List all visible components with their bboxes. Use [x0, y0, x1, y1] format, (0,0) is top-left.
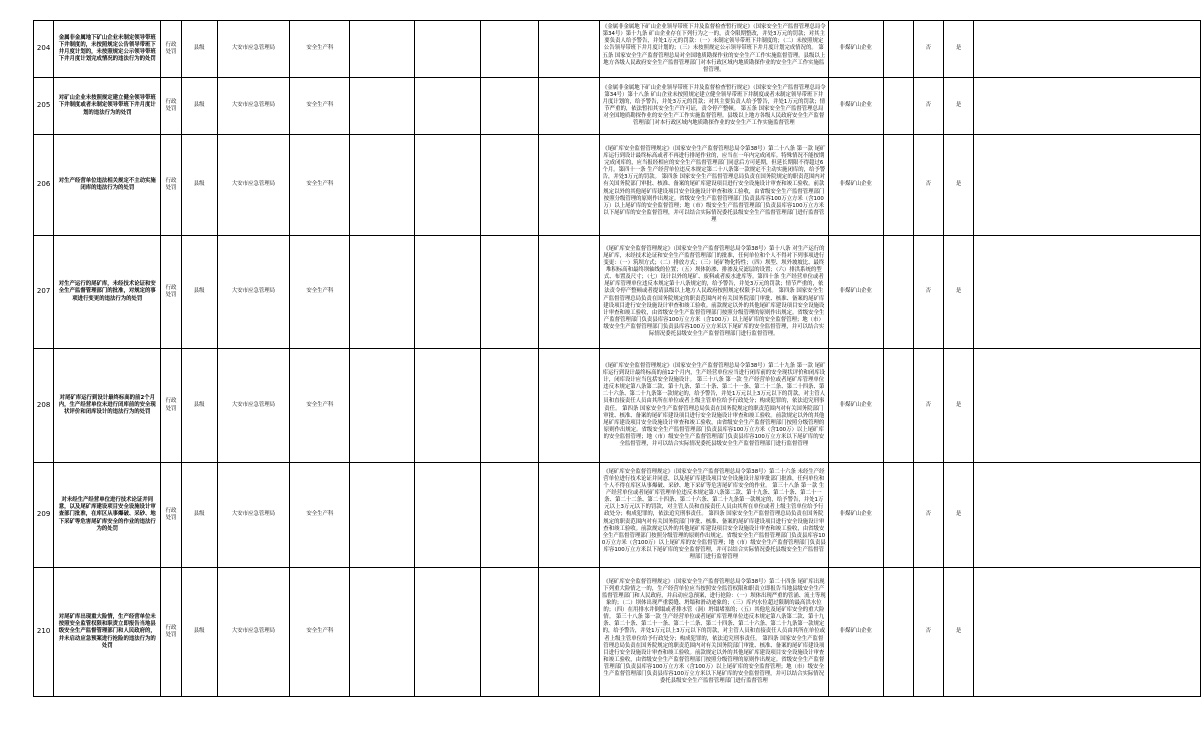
- flag-one: 否: [913, 236, 944, 349]
- table-row: [34, 78, 1201, 135]
- table-row: [34, 463, 1201, 568]
- section: 安全生产科: [290, 236, 350, 349]
- flag-two: 是: [944, 463, 974, 568]
- flag-one: 否: [913, 349, 944, 463]
- blank-cell: [974, 463, 1201, 568]
- department: 大安市应急管理局: [217, 463, 290, 568]
- legal-basis: 《尾矿库安全监督管理规定》（国家安全生产监督管理总局令第38号）第二十九条 第一款 尾矿库运行到设计最终标高的前12个月内，生产经营单位应当进行闭库前的安全现状评价和闭库设计，闭库设计应当包括安全设施设计。 第三十八条 第一款 生产经营单位或者尾矿库管理单位违反本规定第八条第二款、第十九条、第二十条、第二十一条、第二十二条、第二十四条、第二十六条、第二十九条第一款规定的，给予警告，并处1万元以上3万元以下的罚款，对主管人员和直接责任人员由其所在单位或者上级主管单位给予行政处分；构成犯罪的，依法追究刑事责任。 第四条 国家安全生产监督管理总局负责在国务院规定的职责范围内对有关国务院部门审批、核准、备案的尾矿库建设项目进行安全设施设计审查和竣工验收。前款规定以外的其他尾矿库建设项目安全设施设计审查和竣工验收，由省级安全生产监督管理部门按照分级管理的原则作出规定。省级安全生产监督管理部门负责县库容100万立方米（含100万）以上尾矿库的安全监督管理；地（市）级安全生产监督管理部门负责县库容100万立方米以下尾矿库的安全监督管理，并可以结合实际情况委托县级安全生产监督管理部门进行监督管理: [599, 349, 828, 463]
- blank-cell: [480, 568, 538, 697]
- blank-cell: [883, 78, 913, 135]
- table-body: [34, 21, 1201, 697]
- subject: 非煤矿山企业: [828, 568, 883, 697]
- item-name: 对尾矿库出现重大险情，生产经营单位未按照安全监管权限和职责立即报告当地县级安全生产监督管理部门和人民政府的，并未启动应急预案进行抢险的违法行为的处罚: [54, 568, 161, 697]
- item-name: 对未经生产经营单位进行技术论证并同意，以及尾矿库建设项目安全设施设计审查部门批准，在库区从事爆破、采砂、地下采矿等危害尾矿库安全的作业的违法行为的处罚: [54, 463, 161, 568]
- blank-cell: [974, 568, 1201, 697]
- legal-basis: 《金属非金属地下矿山企业领导带班下井及监督检查暂行规定》（国家安全生产监督管理总局令第34号）第十九条 矿山企业存在下列行为之一的，责令限期整改，并处3万元的罚款；对其主要负责人给予警告，并处1万元的罚款：（一）未制定领导带班下井制度的；（二）未按照规定公告领导带班下井月度计划的；（三）未按照规定公示领导带班下井月度计划完成情况的。 第五条 国家安全生产监督管理总局对全国地质勘探作业的安全生产工作实施监督管理。县级以上地方各级人民政府安全生产监督管理部门对本行政区域内地质勘探作业的安全生产工作实施监督管理。: [599, 21, 828, 78]
- blank-cell: [883, 463, 913, 568]
- blank-cell: [480, 349, 538, 463]
- item-name: 对生产经营单位违法相关规定不主动实施闭库的违法行为的处罚: [54, 135, 161, 236]
- blank-cell: [415, 21, 480, 78]
- blank-cell: [415, 568, 480, 697]
- table-row: [34, 135, 1201, 236]
- blank-cell: [538, 463, 599, 568]
- exercise-level: 县级: [181, 21, 217, 78]
- row-number: 209: [34, 463, 54, 568]
- row-number: 210: [34, 568, 54, 697]
- exercise-level: 县级: [181, 463, 217, 568]
- item-name: 对矿山企业未按照规定建立健全领导带班下井制度或者未制定领导带班下井月度计划的违法行为的处罚: [54, 78, 161, 135]
- exercise-level: 县级: [181, 568, 217, 697]
- flag-one: 否: [913, 568, 944, 697]
- department: 大安市应急管理局: [217, 236, 290, 349]
- exercise-level: 县级: [181, 135, 217, 236]
- blank-cell: [350, 135, 415, 236]
- flag-one: 否: [913, 135, 944, 236]
- blank-cell: [350, 463, 415, 568]
- item-type: 行政处罚: [161, 135, 181, 236]
- exercise-level: 县级: [181, 78, 217, 135]
- subject: 非煤矿山企业: [828, 21, 883, 78]
- blank-cell: [883, 568, 913, 697]
- department: 大安市应急管理局: [217, 568, 290, 697]
- flag-two: 是: [944, 568, 974, 697]
- table-row: [34, 21, 1201, 78]
- department: 大安市应急管理局: [217, 78, 290, 135]
- subject: 非煤矿山企业: [828, 236, 883, 349]
- blank-cell: [415, 135, 480, 236]
- item-type: 行政处罚: [161, 568, 181, 697]
- section: 安全生产科: [290, 21, 350, 78]
- blank-cell: [415, 78, 480, 135]
- blank-cell: [974, 78, 1201, 135]
- flag-one: 否: [913, 21, 944, 78]
- row-number: 206: [34, 135, 54, 236]
- table-row: [34, 349, 1201, 463]
- flag-two: 是: [944, 21, 974, 78]
- blank-cell: [883, 135, 913, 236]
- blank-cell: [350, 568, 415, 697]
- row-number: 205: [34, 78, 54, 135]
- blank-cell: [350, 349, 415, 463]
- blank-cell: [538, 78, 599, 135]
- blank-cell: [350, 236, 415, 349]
- legal-basis: 《尾矿库安全监督管理规定》（国家安全生产监督管理总局令第38号）第二十六条 未经生产经营单位进行技术论证并同意，以及尾矿库建设项目安全设施设计原审批部门批准，任何单位和个人不得在库区从事爆破、采砂、地下采矿等危害尾矿库安全的作业。 第三十八条 第一款 生产经营单位或者尾矿库管理单位违反本规定第八条第二款、第十九条、第二十条、第二十一条、第二十二条、第二十四条、第二十六条、第二十九条第一款规定的，给予警告，并处1万元以上3万元以下的罚款，对主管人员和直接责任人员由其所在单位或者上级主管单位给予行政处分；构成犯罪的，依法追究刑事责任。 第四条 国家安全生产监督管理总局负责在国务院规定的职责范围内对有关国务院部门审批、核准、备案的尾矿库建设项目进行安全设施设计审查和竣工验收。前款规定以外的其他尾矿库建设项目安全设施设计审查和竣工验收，由省级安全生产监督管理部门按照分级管理的原则作出规定。省级安全生产监督管理部门负责县库容100万立方米（含100万）以上尾矿库的安全监督管理；地（市）级安全生产监督管理部门负责县库容100万立方米以下尾矿库的安全监督管理，并可以结合实际情况委托县级安全生产监督管理部门进行监督管理: [599, 463, 828, 568]
- blank-cell: [350, 78, 415, 135]
- blank-cell: [538, 21, 599, 78]
- legal-basis: 《金属非金属地下矿山企业领导带班下井及监督检查暂行规定》（国家安全生产监督管理总局令第34号）第十八条 矿山企业未按照规定建立健全领导带班下井制度或者未制定领导带班下井月度计划的，给予警告，并处3万元的罚款；对其主要负责人给予警告，并处1万元的罚款；情节严重的，依法暂扣其安全生产许可证，责令停产整顿。 第五条 国家安全生产监督管理总局对全国地质勘探作业的安全生产工作实施监督管理。县级以上地方各级人民政府安全生产监督管理部门对本行政区域内地质勘探作业的安全生产工作实施监督管理: [599, 78, 828, 135]
- item-name: 对尾矿库运行到设计最终标高的前2个月内，生产经营单位未进行闭库前的安全现状评价和闭库设计的违法行为的处罚: [54, 349, 161, 463]
- row-number: 204: [34, 21, 54, 78]
- department: 大安市应急管理局: [217, 349, 290, 463]
- legal-basis: 《尾矿库安全监督管理规定》（国家安全生产监督管理总局令第38号）第十八条 对生产运行的尾矿库，未经技术论证和安全生产监督管理部门的批准，任何单位和个人不得对下列事项进行变更：（一）筑坝方式；（二）排放方式；（三）尾矿物化特性；（四）坝型、坝外坡坡比、最终堆积标高和最终坝轴线的位置；（五）坝体防渗、排渗及反滤层的设置；（六）排洪系统的型式、布置及尺寸；（七）设计以外的尾矿、废料或者废水进库等。第四十条 生产经营单位或者尾矿库管理单位违反本规定第十八条规定的，给予警告，并处3万元的罚款；情节严重的，依法责令停产整顿或者提请县级以上地方人民政府按照规定权限予以关闭。 第四条 国家安全生产监督管理总局负责在国务院规定的职责范围内对有关国务院部门审批、核准、备案的尾矿库建设项目进行安全设施设计审查和竣工验收。前款规定以外的其他尾矿库建设项目安全设施设计审查和竣工验收，由省级安全生产监督管理部门按照分级管理的原则作出规定。省级安全生产监督管理部门负责县库容100万立方米（含100万）以上尾矿库的安全监督管理；地（市）级安全生产监督管理部门负责县库容100万立方米以下尾矿库的安全监督管理，并可以结合实际情况委托县级安全生产监督管理部门进行监督管理。: [599, 236, 828, 349]
- blank-cell: [538, 236, 599, 349]
- blank-cell: [883, 349, 913, 463]
- table-row: [34, 568, 1201, 697]
- blank-cell: [883, 236, 913, 349]
- blank-cell: [415, 463, 480, 568]
- subject: 非煤矿山企业: [828, 349, 883, 463]
- blank-cell: [974, 21, 1201, 78]
- legal-basis: 《尾矿库安全监督管理规定》（国家安全生产监督管理总局令第38号）第二十八条 第一款 尾矿库运行到设计最终标高或者不再进行排尾作业的，应当在一年内完成闭库。特殊情况不能按期完成闭库的，应当报经相应的安全生产监督管理部门同意后方可延期，但延长期限不得超过6个月。第四十一条 生产经营单位违反本规定第二十八条第一款规定不主动实施闭库的，给予警告，并处3万元的罚款。 第四条 国家安全生产监督管理总局负责在国务院规定的职责范围内对有关国务院部门审批、核准、备案的尾矿库建设项目进行安全设施设计审查和竣工验收。前款规定以外的其他尾矿库建设项目安全设施设计审查和竣工验收，由省级安全生产监督管理部门按照分级管理的原则作出规定。省级安全生产监督管理部门负责县库容100万立方米（含100万）以上尾矿库的安全监督管理；地（市）级安全生产监督管理部门负责县库容100万立方米以下尾矿库的安全监督管理，并可以结合实际情况委托县级安全生产监督管理部门进行监督管理: [599, 135, 828, 236]
- legal-basis: 《尾矿库安全监督管理规定》（国家安全生产监督管理总局令第38号）第二十四条 尾矿库出现下列重大险情之一的，生产经营单位应当按照安全监管权限和职责立即报告当地县级安全生产监督管理部门和人民政府，并启动应急预案，进行抢险：（一）坝体出现严重的管涌、流土等现象的；（二）坝体出现严重裂缝、坍塌和滑动迹象的；（三）库内水位超过限制的最高洪水位的；（四）在用排水井倒塌或者排水管（洞）坍塌堵塞的；（五）其他危及尾矿库安全的重大险情。 第三十八条 第一款 生产经营单位或者尾矿库管理单位违反本规定第八条第二款、第十九条、第二十条、第二十一条、第二十二条、第二十四条、第二十六条、第二十九条第一款规定的，给予警告，并处1万元以上3万元以下的罚款，对主管人员和直接责任人员由其所在单位或者上级主管单位给予行政处分；构成犯罪的，依法追究刑事责任。 第四条 国家安全生产监督管理总局负责在国务院规定的职责范围内对有关国务院部门审批、核准、备案的尾矿库建设项目进行安全设施设计审查和竣工验收。前款规定以外的其他尾矿库建设项目安全设施设计审查和竣工验收，由省级安全生产监督管理部门按照分级管理的原则作出规定。省级安全生产监督管理部门负责县库容100万立方米（含100万）以上尾矿库的安全监督管理；地（市）级安全生产监督管理部门负责县库容100万立方米以下尾矿库的安全监督管理，并可以结合实际情况委托县级安全生产监督管理部门进行监督管理: [599, 568, 828, 697]
- blank-cell: [480, 135, 538, 236]
- blank-cell: [480, 236, 538, 349]
- section: 安全生产科: [290, 568, 350, 697]
- item-name: 金属非金属地下矿山企业未制定领导带班下井制度的，未按照规定公告领导带班下井月度计划的，未按照规定公示领导带班下井月度计划完成情况的违法行为的处罚: [54, 21, 161, 78]
- blank-cell: [883, 21, 913, 78]
- row-number: 207: [34, 236, 54, 349]
- department: 大安市应急管理局: [217, 135, 290, 236]
- item-name: 对生产运行的尾矿库，未经技术论证和安全生产监督管理部门的批准，对规定的事项进行变更的违法行为的处罚: [54, 236, 161, 349]
- subject: 非煤矿山企业: [828, 463, 883, 568]
- item-type: 行政处罚: [161, 21, 181, 78]
- blank-cell: [974, 349, 1201, 463]
- item-type: 行政处罚: [161, 349, 181, 463]
- flag-one: 否: [913, 463, 944, 568]
- blank-cell: [538, 568, 599, 697]
- item-type: 行政处罚: [161, 463, 181, 568]
- exercise-level: 县级: [181, 349, 217, 463]
- blank-cell: [538, 349, 599, 463]
- table-row: [34, 236, 1201, 349]
- blank-cell: [480, 463, 538, 568]
- flag-one: 否: [913, 78, 944, 135]
- department: 大安市应急管理局: [217, 21, 290, 78]
- blank-cell: [974, 236, 1201, 349]
- blank-cell: [350, 21, 415, 78]
- subject: 非煤矿山企业: [828, 78, 883, 135]
- blank-cell: [480, 21, 538, 78]
- subject: 非煤矿山企业: [828, 135, 883, 236]
- section: 安全生产科: [290, 463, 350, 568]
- flag-two: 是: [944, 349, 974, 463]
- flag-two: 是: [944, 135, 974, 236]
- blank-cell: [415, 236, 480, 349]
- item-type: 行政处罚: [161, 78, 181, 135]
- section: 安全生产科: [290, 135, 350, 236]
- section: 安全生产科: [290, 78, 350, 135]
- flag-two: 是: [944, 236, 974, 349]
- section: 安全生产科: [290, 349, 350, 463]
- blank-cell: [480, 78, 538, 135]
- blank-cell: [974, 135, 1201, 236]
- blank-cell: [538, 135, 599, 236]
- exercise-level: 县级: [181, 236, 217, 349]
- blank-cell: [415, 349, 480, 463]
- item-type: 行政处罚: [161, 236, 181, 349]
- power-list-table: [33, 20, 1201, 697]
- row-number: 208: [34, 349, 54, 463]
- flag-two: 是: [944, 78, 974, 135]
